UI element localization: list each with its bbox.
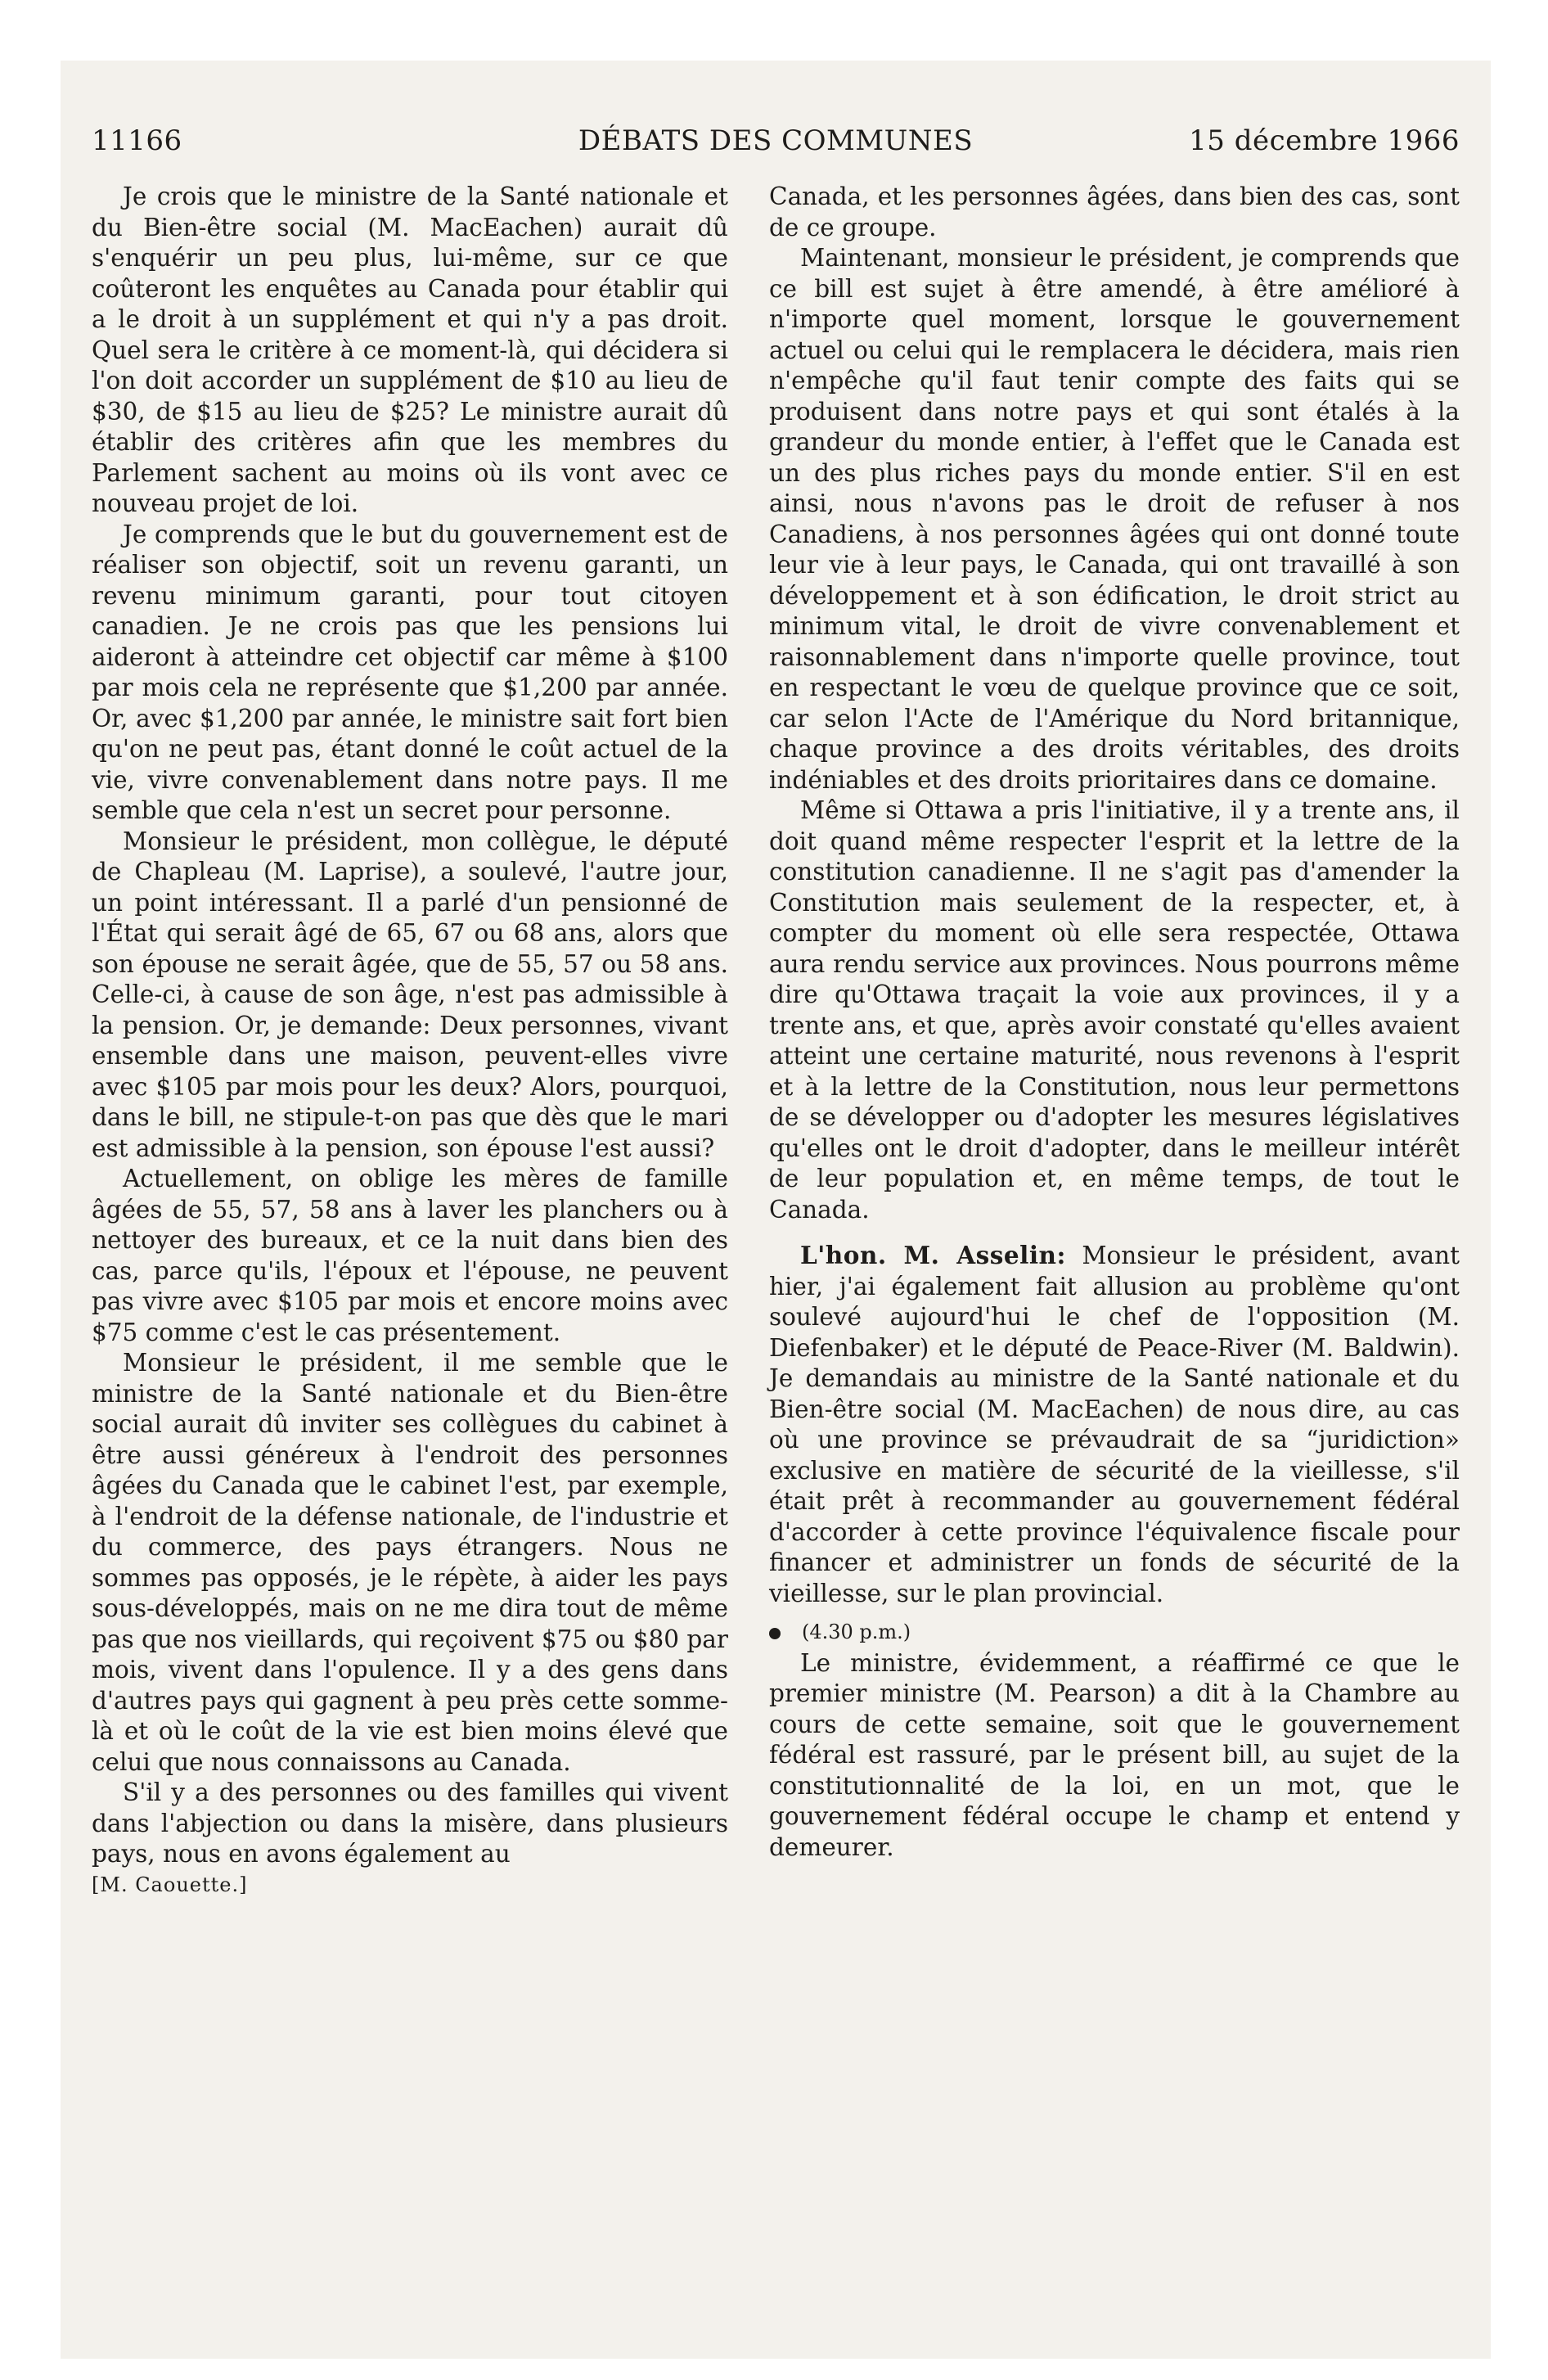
paragraph: Monsieur le président, mon collègue, le député de Chapleau (M. Laprise), a soulevé, l'autre jour, un point intéressant. Il a parlé d'un pensionné de l'État qui serait âgé de 65, 67 ou 68 ans, alors que son épouse ne serait âgée, que de 55, 57 ou 58 ans. Celle-ci, à cause de son âge, n'est pas admissible à la pension. Or, je demande: Deux personnes, vivant ensemble dans une maison, peuvent-elles vivre avec $105 par mois pour les deux? Alors, pourquoi, dans le bill, ne stipule-t-on pas que dès que le mari est admissible à la pension, son épouse l'est aussi? — [92, 827, 728, 1162]
right-column — [769, 182, 1460, 1863]
paragraph: Je crois que le ministre de la Santé nationale et du Bien-être social (M. MacEachen) aurait dû s'enquérir un peu plus, lui-même, sur ce que coûteront les enquêtes au Canada pour établir qui a le droit à un supplément et qui n'y a pas droit. Quel sera le critère à ce moment-là, qui décidera si l'on doit accorder un supplément de $10 au lieu de $30, de $15 au lieu de $25? Le ministre aurait dû établir des critères afin que les membres du Parlement sachent au moins où ils vont avec ce nouveau projet de loi. — [92, 183, 728, 517]
page-number: 11166 — [92, 124, 182, 157]
paragraph: Actuellement, on oblige les mères de famille âgées de 55, 57, 58 ans à laver les planchers ou à nettoyer des bureaux, et ce la nuit dans bien des cas, parce qu'ils, l'époux et l'épouse, ne peuvent pas vivre avec $105 par mois et encore moins avec $75 comme c'est le cas présentement. — [92, 1165, 728, 1346]
paragraph: Le ministre, évidemment, a réaffirmé ce que le premier ministre (M. Pearson) a dit à la Chambre au cours de cette semaine, soit que le gouvernement fédéral est rassuré, par le présent bill, au sujet de la constitutionnalité de la loi, en un mot, que le gouvernement fédéral occupe le champ et entend y demeurer. — [769, 1648, 1460, 1861]
speaker-name: L'hon. M. Asselin: — [800, 1241, 1066, 1269]
paragraph: Monsieur le président, il me semble que le ministre de la Santé nationale et du Bien-être social aurait dû inviter ses collègues du cabinet à être aussi généreux à l'endroit des personnes âgées du Canada que le cabinet l'est, par exemple, à l'endroit de la défense nationale, de l'industrie et du commerce, des pays étrangers. Nous ne sommes pas opposés, je le répète, à aider les pays sous-développés, mais on ne me dira tout de même pas que nos vieillards, qui reçoivent $75 ou $80 par mois, vivent dans l'opulence. Il y a des gens dans d'autres pays qui gagnent à peu près cette somme-là et où le coût de la vie est bien moins élevé que celui que nous connaissons au Canada. — [92, 1349, 728, 1776]
speaker-footer: [M. Caouette.] — [92, 1873, 248, 1896]
page-sheet — [61, 61, 1491, 2359]
paragraph: Canada, et les personnes âgées, dans bien des cas, sont de ce groupe. — [769, 183, 1460, 241]
paragraph: S'il y a des personnes ou des familles qui vivent dans l'abjection ou dans la misère, dans plusieurs pays, nous en avons également au — [92, 1778, 728, 1868]
page-header — [92, 124, 1460, 174]
publication-title: DÉBATS DES COMMUNES — [578, 124, 974, 157]
speech-text: Monsieur le président, avant hier, j'ai également fait allusion au problème qu'ont soulevé aujourd'hui le chef de l'opposition (M. Diefenbaker) et le député de Peace-River (M. Baldwin). Je demandais au ministre de la Santé nationale et du Bien-être social (M. MacEachen) de nous dire, au cas où une province se prévaudrait de sa “juridiction» exclusive en matière de sécurité de la vieillesse, s'il était prêt à recommander au gouvernement fédéral d'accorder à cette province l'équivalence fiscale pour financer et administrer un fonds de sécurité de la vieillesse, sur le plan provincial. — [769, 1242, 1460, 1607]
paragraph: Maintenant, monsieur le président, je comprends que ce bill est sujet à être amendé, à être amélioré à n'importe quel moment, lorsque le gouvernement actuel ou celui qui le remplacera le décidera, mais rien n'empêche qu'il faut tenir compte des faits qui se produisent dans notre pays et qui sont étalés à la grandeur du monde entier, à l'effet que le Canada est un des plus riches pays du monde entier. S'il en est ainsi, nous n'avons pas le droit de refuser à nos Canadiens, à nos personnes âgées qui ont donné toute leur vie à leur pays, le Canada, qui ont travaillé à son développement et à son édification, le droit strict au minimum vital, le droit de vivre convenablement et raisonnablement dans n'importe quelle province, tout en respectant le vœu de quelque province que ce soit, car selon l'Acte de l'Amérique du Nord britannique, chaque province a des droits véritables, des droits indéniables et des droits prioritaires dans ce domaine. — [769, 244, 1460, 794]
publication-date: 15 décembre 1966 — [1189, 124, 1460, 157]
paragraph: Même si Ottawa a pris l'initiative, il y a trente ans, il doit quand même respecter l'esprit et la lettre de la constitution canadienne. Il ne s'agit pas d'amender la Constitution mais seulement de la respecter, et, à compter du moment où elle sera respectée, Ottawa aura rendu service aux provinces. Nous pourrons même dire qu'Ottawa traçait la voie aux provinces, il y a trente ans, et que, après avoir constaté qu'elles avaient atteint une certaine maturité, nous revenons à l'esprit et à la lettre de la Constitution, nous leur permettons de se développer ou d'adopter les mesures législatives qu'elles ont le droit d'adopter, dans le meilleur intérêt de leur population et, en même temps, de tout le Canada. — [769, 796, 1460, 1224]
time-text: (4.30 p.m.) — [802, 1620, 911, 1643]
left-column — [92, 182, 728, 1900]
time-marker — [769, 1617, 1460, 1648]
paragraph: Je comprends que le but du gouvernement est de réaliser son objectif, soit un revenu garanti, un revenu minimum garanti, pour tout citoyen canadien. Je ne crois pas que les pensions lui aideront à atteindre cet objectif car même à $100 par mois cela ne représente que $1,200 par année. Or, avec $1,200 par année, le ministre sait fort bien qu'on ne peut pas, étant donné le coût actuel de la vie, vivre convenablement dans notre pays. Il me semble que cela n'est un secret pour personne. — [92, 520, 728, 824]
bullet-icon — [769, 1628, 781, 1639]
speech-paragraph — [769, 1240, 1460, 1609]
